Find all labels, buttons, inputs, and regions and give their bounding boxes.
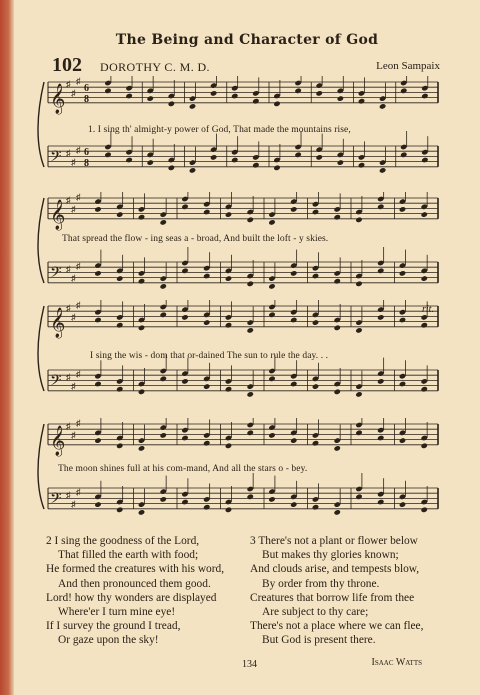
lyric-line-2: That spread the flow - ing seas a - broad, And built the loft - y skies. [62,234,329,244]
note-head [421,322,428,328]
note-head [355,217,362,223]
note-head [399,437,406,443]
bass-staff [48,131,438,174]
note-head [203,273,210,279]
treble-clef: 𝄞 [50,83,66,114]
note-head [421,157,428,163]
note-head [247,327,254,333]
note-head [268,432,275,438]
note-head [94,381,101,387]
note-head [94,437,101,443]
note-head [337,95,344,101]
note-head [203,440,210,446]
note-head [138,325,145,331]
stanza-2-line: And then pronounced them good. [58,577,211,590]
sharp-sign: ♯ [66,264,71,274]
note-head [116,322,123,328]
time-signature: 6 [84,83,89,94]
note-head [138,509,145,515]
note-head [355,391,362,397]
note-head [181,314,188,320]
note-head [203,504,210,510]
stanza-3-line: But God is present there. [262,634,376,647]
note-head [247,430,254,436]
note-head [334,389,341,395]
bass-staff [48,247,438,290]
note-head [358,98,365,104]
sharp-sign: ♯ [76,300,81,310]
note-head [116,507,123,513]
stanza-3-line: But makes thy glories known; [262,549,399,562]
note-head [225,322,232,328]
note-head [247,391,254,397]
note-head [334,509,341,515]
stanza-3-line: 3 There's not a plant or flower below [250,535,418,547]
stanza-2-line: Where'er I turn mine eye! [58,606,176,619]
note-head [268,312,275,318]
note-head [210,154,217,160]
note-head [225,507,232,513]
system-brace [38,82,44,167]
bass-clef: 𝄢 [50,147,62,169]
note-head [116,211,123,217]
note-head [312,440,319,446]
note-head [421,507,428,513]
note-head [210,90,217,96]
treble-clef: 𝄞 [50,307,66,338]
note-head [377,499,384,505]
note-head [268,219,275,225]
lyric-line-4: The moon shines full at his com-mand, And all the stars o - bey. [58,464,308,474]
note-head [334,214,341,220]
note-head [400,152,407,158]
sharp-sign: ♯ [71,312,76,322]
note-head [116,275,123,281]
note-head [160,376,167,382]
note-head [160,312,167,318]
note-head [94,206,101,212]
bass-clef: 𝄢 [50,263,62,285]
note-head [168,165,175,171]
note-head [225,211,232,217]
note-head [181,499,188,505]
note-head [252,98,259,104]
time-signature: 6 [84,147,89,158]
note-head [377,204,384,210]
page-number: 134 [242,659,257,670]
note-head [147,159,154,165]
note-head [290,437,297,443]
note-head [421,275,428,281]
note-head [358,162,365,168]
stanza-2-line: If I survey the ground I tread, [46,620,181,633]
note-head [400,88,407,94]
note-head [312,383,319,389]
note-head [125,157,132,163]
hymn-number: 102 [52,54,82,76]
note-head [290,317,297,323]
sharp-sign: ♯ [76,487,81,497]
note-head [399,501,406,507]
treble-staff [48,418,438,457]
note-head [334,278,341,284]
note-head [421,93,428,99]
note-head [225,386,232,392]
note-head [312,209,319,215]
note-head [189,167,196,173]
note-head [247,494,254,500]
stanza-3-line: There's not a place where we can flee, [250,620,424,633]
treble-staff [48,192,438,231]
stanza-2-line: That filled the earth with food; [58,549,199,562]
sharp-sign: ♯ [71,157,76,167]
stanza-2-line: 2 I sing the goodness of the Lord, [46,535,200,547]
treble-staff [48,300,438,339]
note-head [399,381,406,387]
sharp-sign: ♯ [71,381,76,391]
stanza-3 [250,534,423,648]
note-head [294,88,301,94]
note-head [94,317,101,323]
note-head [160,219,167,225]
note-head [334,445,341,451]
note-head [312,504,319,510]
treble-staff [48,76,438,115]
sharp-sign: ♯ [76,76,81,86]
note-head [379,167,386,173]
note-head [290,206,297,212]
note-head [379,103,386,109]
sharp-sign: ♯ [66,303,71,313]
bass-staff [48,473,438,516]
stanza-3-line: By order from thy throne. [262,577,380,590]
note-head [273,101,280,107]
note-head [181,378,188,384]
note-head [377,314,384,320]
note-head [231,93,238,99]
note-head [189,103,196,109]
note-head [203,319,210,325]
note-head [290,501,297,507]
system-brace [38,198,44,283]
note-head [116,443,123,449]
note-head [334,325,341,331]
note-head [138,214,145,220]
note-head [225,275,232,281]
hymn-author: Isaac Watts [371,657,422,668]
note-head [125,93,132,99]
note-head [168,101,175,107]
composer: Leon Sampaix [376,60,440,72]
sharp-sign: ♯ [71,499,76,509]
system-brace [38,306,44,391]
sharp-sign: ♯ [76,145,81,155]
note-head [94,270,101,276]
bass-clef: 𝄢 [50,489,62,511]
time-signature: 8 [84,94,89,105]
lyric-line-3: I sing the wis - dom that or-dained The sun to rule the day. . . [90,351,329,361]
note-head [290,381,297,387]
treble-clef: 𝄞 [50,199,66,230]
note-head [316,90,323,96]
note-head [399,317,406,323]
section-title: The Being and Character of God [115,32,379,48]
note-head [160,283,167,289]
note-head [247,217,254,223]
sharp-sign: ♯ [76,418,81,428]
note-head [203,383,210,389]
note-head [160,432,167,438]
note-head [355,327,362,333]
time-signature: 8 [84,158,89,169]
stanza-2-line: Or gaze upon the sky! [58,634,159,647]
sharp-sign: ♯ [71,430,76,440]
hymnal-page [14,0,480,695]
sharp-sign: ♯ [66,372,71,382]
note-head [355,281,362,287]
lyric-line-1: 1. I sing th' almight-y power of God, That made the mountains rise, [88,125,351,135]
note-head [116,386,123,392]
note-head [377,268,384,274]
sharp-sign: ♯ [76,192,81,202]
note-head [268,496,275,502]
note-head [268,376,275,382]
note-head [247,281,254,287]
note-head [181,435,188,441]
stanza-3-line: Are subject to thy care; [262,606,369,619]
note-head [377,435,384,441]
sharp-sign: ♯ [66,195,71,205]
note-head [312,273,319,279]
stanza-3-line: And clouds arise, and tempests blow, [250,563,420,576]
note-head [268,283,275,289]
note-head [231,157,238,163]
note-head [421,443,428,449]
note-head [225,443,232,449]
sharp-sign: ♯ [71,273,76,283]
note-head [181,268,188,274]
book-page-edge [0,0,14,695]
note-head [147,95,154,101]
sharp-sign: ♯ [66,490,71,500]
system-brace [38,424,44,509]
note-head [421,386,428,392]
note-head [138,445,145,451]
note-head [252,162,259,168]
stanza-2-line: He formed the creatures with his word, [46,563,225,576]
sharp-sign: ♯ [76,261,81,271]
note-head [104,152,111,158]
note-head [355,430,362,436]
bass-staff [48,355,438,398]
note-head [316,154,323,160]
bass-clef: 𝄢 [50,371,62,393]
sharp-sign: ♯ [71,204,76,214]
note-head [181,204,188,210]
sharp-sign: ♯ [66,148,71,158]
note-head [355,494,362,500]
ritardando-marking: rit. [422,304,434,315]
note-head [138,389,145,395]
stanza-2-line: Lord! how thy wonders are displayed [46,591,217,604]
note-head [203,209,210,215]
note-head [104,88,111,94]
sharp-sign: ♯ [66,79,71,89]
sharp-sign: ♯ [76,369,81,379]
note-head [421,211,428,217]
note-head [94,501,101,507]
stanza-2 [46,534,224,648]
note-head [312,319,319,325]
tune-name: DOROTHY C. M. D. [100,60,210,74]
note-head [290,270,297,276]
note-head [294,152,301,158]
sharp-sign: ♯ [66,421,71,431]
note-head [160,496,167,502]
note-head [377,378,384,384]
sharp-sign: ♯ [71,88,76,98]
note-head [337,159,344,165]
note-head [273,165,280,171]
stanza-3-line: Creatures that borrow life from thee [250,591,415,604]
note-head [138,278,145,284]
note-head [399,206,406,212]
treble-clef: 𝄞 [50,425,66,456]
note-head [399,270,406,276]
